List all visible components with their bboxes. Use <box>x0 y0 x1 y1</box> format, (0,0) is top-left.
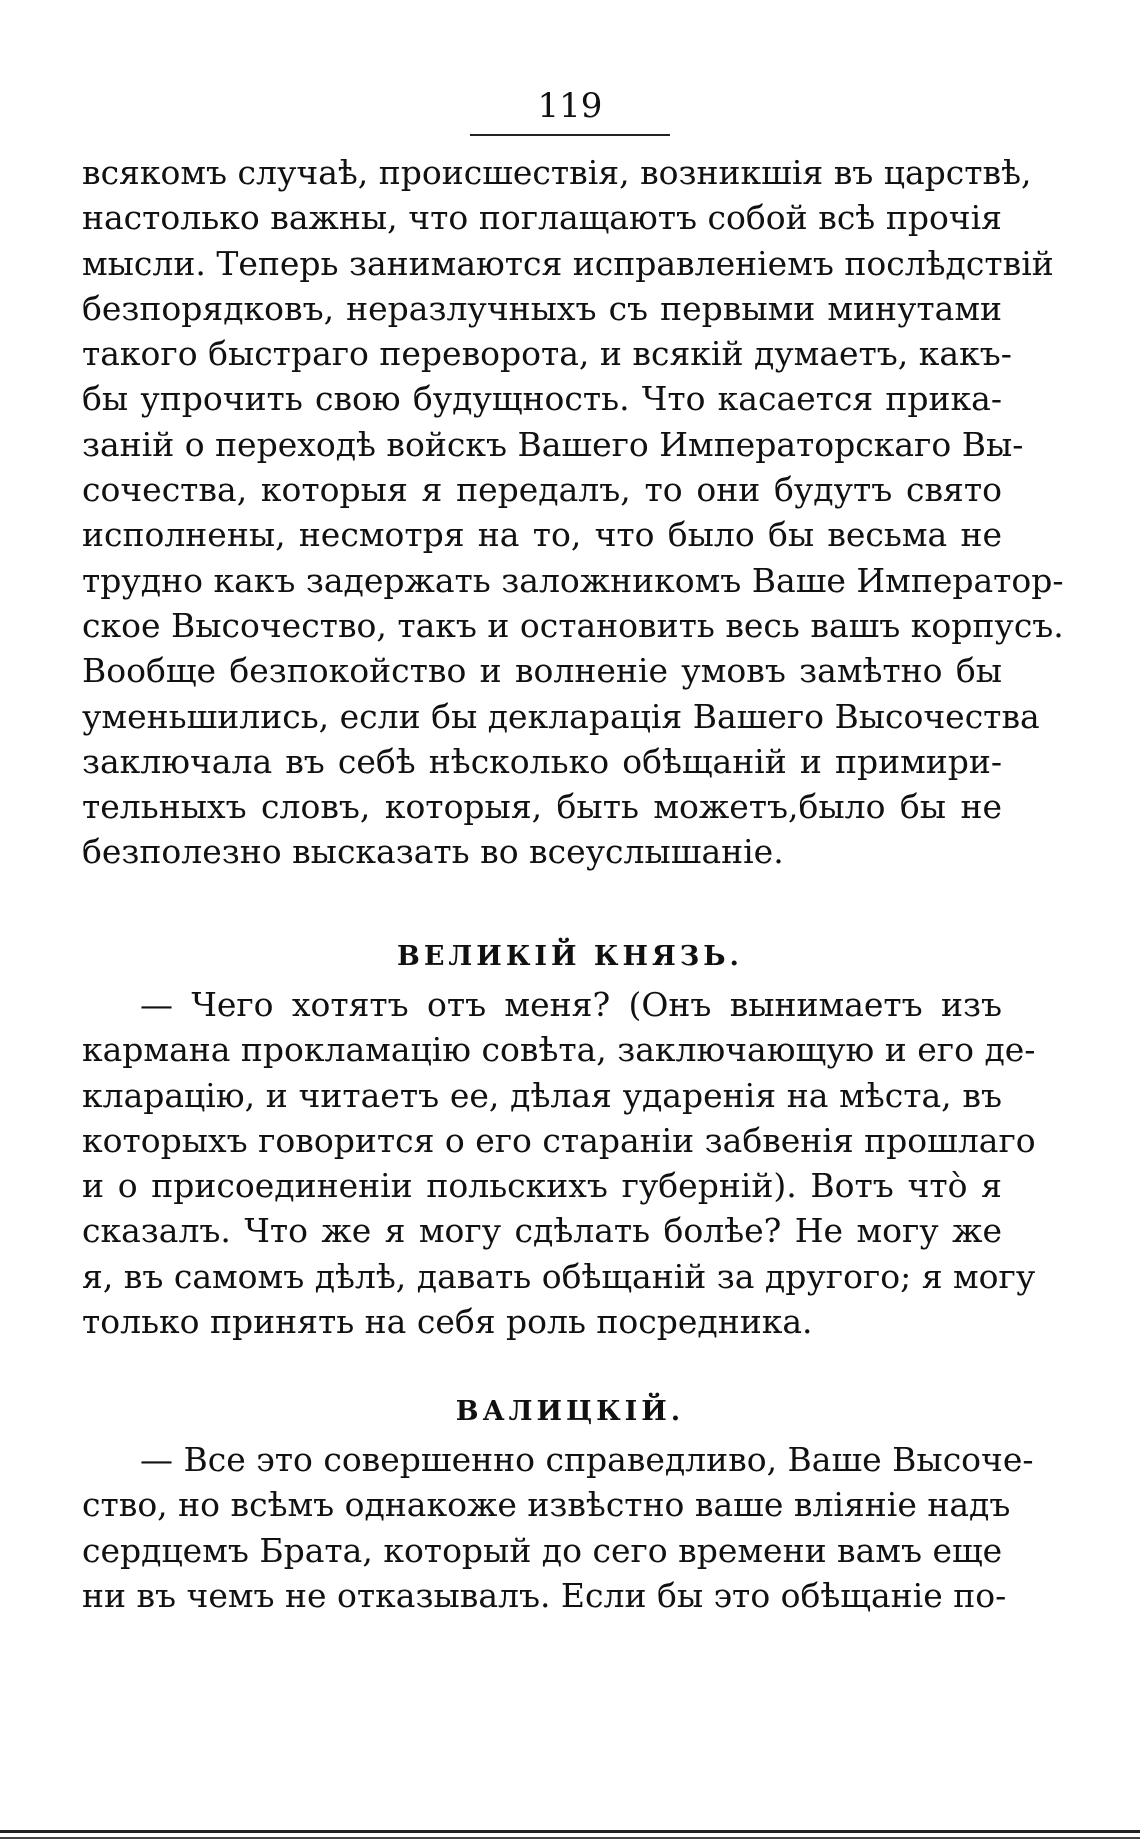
text-line: тельныхъ словъ, которыя, быть можетъ,было бы не <box>82 787 1002 827</box>
text-line: исполнены, несмотря на то, что было бы весьма не <box>82 515 1002 555</box>
text-line: только принять на себя роль посредника. <box>82 1302 813 1342</box>
text-line: ни въ чемъ не отказывалъ. Если бы это обѣщаніе по- <box>82 1575 1007 1615</box>
text-line: такого быстраго переворота, и всякій думаетъ, какъ- <box>82 334 1012 374</box>
scan-bottom-edge <box>0 1830 1140 1833</box>
text-line: бы упрочить свою будущность. Что касается прика- <box>82 379 1002 419</box>
text-line: безполезно высказать во всеуслышаніе. <box>82 832 784 872</box>
speaker-heading-walicki: ВАЛИЦКІЙ. <box>455 1396 685 1427</box>
paragraph-3 <box>82 1437 1034 1618</box>
text-line: сочества, которыя я передалъ, то они будутъ свято <box>82 470 1002 510</box>
text-line: ство, но всѣмъ однакоже извѣстно ваше вліяніе надъ <box>82 1485 1011 1525</box>
text-line: которыхъ говорится о его стараніи забвенія прошлаго <box>82 1120 1036 1160</box>
text-line: Вообще безпокойство и волненіе умовъ замѣтно бы <box>82 651 1002 691</box>
text-line: я, въ самомъ дѣлѣ, давать обѣщаній за другого; я могу <box>82 1256 1036 1296</box>
text-line: кларацію, и читаетъ ее, дѣлая ударенія на мѣста, въ <box>82 1075 1002 1115</box>
text-line: мысли. Теперь занимаются исправленіемъ послѣдствій <box>82 243 1054 283</box>
paragraph-2 <box>82 982 1036 1344</box>
page-number-rule <box>470 134 670 136</box>
text-line: настолько важны, что поглащаютъ собой всѣ прочія <box>82 198 1002 238</box>
text-line: заключала въ себѣ нѣсколько обѣщаній и примири- <box>82 741 1002 781</box>
text-line: — Все это совершенно справедливо, Ваше Высоче- <box>140 1440 1034 1479</box>
text-line: всякомъ случаѣ, происшествія, возникшія въ царствѣ, <box>82 153 1032 192</box>
paragraph-1 <box>82 150 1064 875</box>
text-line: — Чего хотятъ отъ меня? (Онъ вынимаетъ изъ <box>140 985 1002 1024</box>
text-line: безпорядковъ, неразлучныхъ съ первыми минутами <box>82 288 1002 328</box>
text-line: и о присоединеніи польскихъ губерній). Вотъ что̀ я <box>82 1166 1002 1206</box>
text-line: ское Высочество, такъ и остановить весь вашъ корпусъ. <box>82 605 1064 645</box>
text-line: заній о переходѣ войскъ Вашего Императорскаго Вы- <box>82 424 1024 464</box>
text-line: сердцемъ Брата, который до сего времени вамъ еще <box>82 1530 1003 1570</box>
scan-bottom-edge-secondary <box>0 1837 1140 1839</box>
speaker-heading-grand-duke: ВЕЛИКІЙ КНЯЗЬ. <box>397 941 743 972</box>
text-line: сказалъ. Что же я могу сдѣлать болѣе? Не могу же <box>82 1211 1002 1251</box>
text-line: уменьшились, если бы декларація Вашего Высочества <box>82 696 1040 736</box>
text-line: кармана прокламацію совѣта, заключающую и его де- <box>82 1030 1036 1070</box>
page-number: 119 <box>537 86 603 126</box>
text-line: трудно какъ задержать заложникомъ Ваше Император- <box>82 560 1064 600</box>
